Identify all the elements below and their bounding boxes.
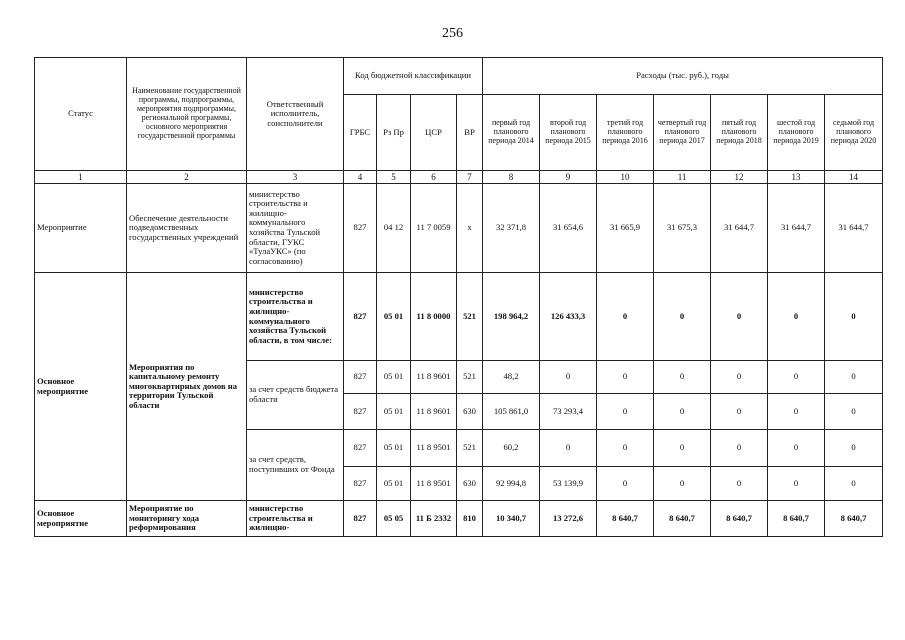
cell-rzpr: 05 01 [377,361,411,394]
header-year-2019: шестой год планового периода 2019 [768,95,825,171]
cell-value-2015: 53 139,9 [540,467,597,501]
cell-csr: 11 8 0000 [411,273,457,361]
cell-vr: 521 [457,430,483,467]
cell-value-2014: 32 371,8 [483,184,540,273]
row-name: Обеспечение деятельности подведомственных государственных учреждений [127,184,247,273]
cell-value-2020: 31 644,7 [825,184,883,273]
header-year-2017: четвертый год планового периода 2017 [654,95,711,171]
column-number: 11 [654,171,711,184]
cell-rzpr: 05 01 [377,467,411,501]
cell-rzpr: 04 12 [377,184,411,273]
cell-value-2015: 31 654,6 [540,184,597,273]
header-rzpr: Рз Пр [377,95,411,171]
cell-value-2019: 0 [768,467,825,501]
cell-rzpr: 05 01 [377,394,411,430]
cell-value-2014: 105 861,0 [483,394,540,430]
column-number: 12 [711,171,768,184]
cell-value-2017: 8 640,7 [654,501,711,537]
column-number-row [35,171,883,184]
column-number: 13 [768,171,825,184]
header-status: Статус [35,58,127,171]
cell-value-2014: 198 964,2 [483,273,540,361]
cell-value-2019: 0 [768,430,825,467]
cell-value-2016: 0 [597,394,654,430]
budget-table [34,57,883,537]
cell-value-2017: 0 [654,394,711,430]
cell-value-2014: 10 340,7 [483,501,540,537]
table-row [35,184,883,273]
cell-value-2020: 8 640,7 [825,501,883,537]
cell-value-2014: 60,2 [483,430,540,467]
cell-value-2015: 126 433,3 [540,273,597,361]
cell-value-2016: 31 665,9 [597,184,654,273]
header-budget-code: Код бюджетной классификации [344,58,483,95]
cell-vr: х [457,184,483,273]
column-number: 8 [483,171,540,184]
cell-value-2014: 92 994,8 [483,467,540,501]
row-name: Мероприятие по мониторингу хода реформирования [127,501,247,537]
cell-grbs: 827 [344,273,377,361]
cell-value-2019: 0 [768,394,825,430]
cell-value-2016: 0 [597,467,654,501]
cell-value-2016: 8 640,7 [597,501,654,537]
cell-value-2017: 0 [654,430,711,467]
header-row-1 [35,58,883,95]
cell-value-2014: 48,2 [483,361,540,394]
cell-value-2018: 0 [711,430,768,467]
cell-grbs: 827 [344,394,377,430]
column-number: 6 [411,171,457,184]
cell-rzpr: 05 01 [377,273,411,361]
cell-rzpr: 05 01 [377,430,411,467]
cell-value-2016: 0 [597,430,654,467]
cell-csr: 11 8 9601 [411,394,457,430]
header-year-2015: второй год планового периода 2015 [540,95,597,171]
cell-csr: 11 8 9601 [411,361,457,394]
cell-grbs: 827 [344,184,377,273]
cell-value-2020: 0 [825,273,883,361]
cell-vr: 630 [457,394,483,430]
cell-rzpr: 05 05 [377,501,411,537]
cell-csr: 11 Б 2332 [411,501,457,537]
cell-value-2015: 73 293,4 [540,394,597,430]
cell-value-2020: 0 [825,394,883,430]
header-program-name: Наименование государственной программы, подпрограммы, мероприятия подпрограммы, региональной программы, основного мероприятия государственной программы [127,58,247,171]
row-name: Мероприятия по капитальному ремонту многоквартирных домов на территории Тульской области [127,273,247,501]
column-number: 7 [457,171,483,184]
cell-vr: 630 [457,467,483,501]
cell-value-2018: 0 [711,394,768,430]
header-year-2018: пятый год планового периода 2018 [711,95,768,171]
cell-value-2019: 31 644,7 [768,184,825,273]
header-executor: Ответственный исполнитель, соисполнители [247,58,344,171]
header-vr: ВР [457,95,483,171]
column-number: 3 [247,171,344,184]
cell-csr: 11 8 9501 [411,430,457,467]
cell-value-2015: 13 272,6 [540,501,597,537]
row-executor: министерство строительства и жилищно- [247,501,344,537]
header-csr: ЦСР [411,95,457,171]
cell-value-2019: 0 [768,361,825,394]
column-number: 14 [825,171,883,184]
cell-vr: 521 [457,361,483,394]
header-expenses: Расходы (тыс. руб.), годы [483,58,883,95]
cell-grbs: 827 [344,467,377,501]
cell-value-2016: 0 [597,361,654,394]
table-row [35,273,883,361]
header-year-2016: третий год планового периода 2016 [597,95,654,171]
cell-value-2017: 31 675,3 [654,184,711,273]
cell-csr: 11 8 9501 [411,467,457,501]
cell-grbs: 827 [344,501,377,537]
cell-vr: 521 [457,273,483,361]
cell-value-2017: 0 [654,361,711,394]
column-number: 1 [35,171,127,184]
cell-value-2018: 0 [711,361,768,394]
row-executor: за счет средств, поступивших от Фонда [247,430,344,501]
row-executor: за счет средств бюджета области [247,361,344,430]
header-year-2014: первый год планового периода 2014 [483,95,540,171]
row-status: Основное мероприятие [35,501,127,537]
cell-value-2020: 0 [825,467,883,501]
cell-value-2019: 0 [768,273,825,361]
cell-value-2015: 0 [540,430,597,467]
column-number: 10 [597,171,654,184]
header-year-2020: седьмой год планового периода 2020 [825,95,883,171]
row-status: Мероприятие [35,184,127,273]
cell-value-2017: 0 [654,467,711,501]
cell-value-2018: 31 644,7 [711,184,768,273]
cell-value-2018: 0 [711,467,768,501]
column-number: 2 [127,171,247,184]
cell-value-2018: 8 640,7 [711,501,768,537]
cell-value-2018: 0 [711,273,768,361]
cell-value-2019: 8 640,7 [768,501,825,537]
column-number: 4 [344,171,377,184]
row-status: Основное мероприятие [35,273,127,501]
column-number: 5 [377,171,411,184]
cell-csr: 11 7 0059 [411,184,457,273]
cell-value-2017: 0 [654,273,711,361]
page-number: 256 [442,26,463,41]
cell-value-2015: 0 [540,361,597,394]
row-executor: министерство строительства и жилищно-коммунального хозяйства Тульской области, в том числе: [247,273,344,361]
cell-vr: 810 [457,501,483,537]
cell-value-2020: 0 [825,430,883,467]
cell-value-2020: 0 [825,361,883,394]
table-row [35,501,883,537]
row-executor: министерство строительства и жилищно-коммунального хозяйства Тульской области, ГУКС «ТулаУКС» (по согласованию) [247,184,344,273]
cell-grbs: 827 [344,361,377,394]
header-grbs: ГРБС [344,95,377,171]
cell-value-2016: 0 [597,273,654,361]
cell-grbs: 827 [344,430,377,467]
column-number: 9 [540,171,597,184]
